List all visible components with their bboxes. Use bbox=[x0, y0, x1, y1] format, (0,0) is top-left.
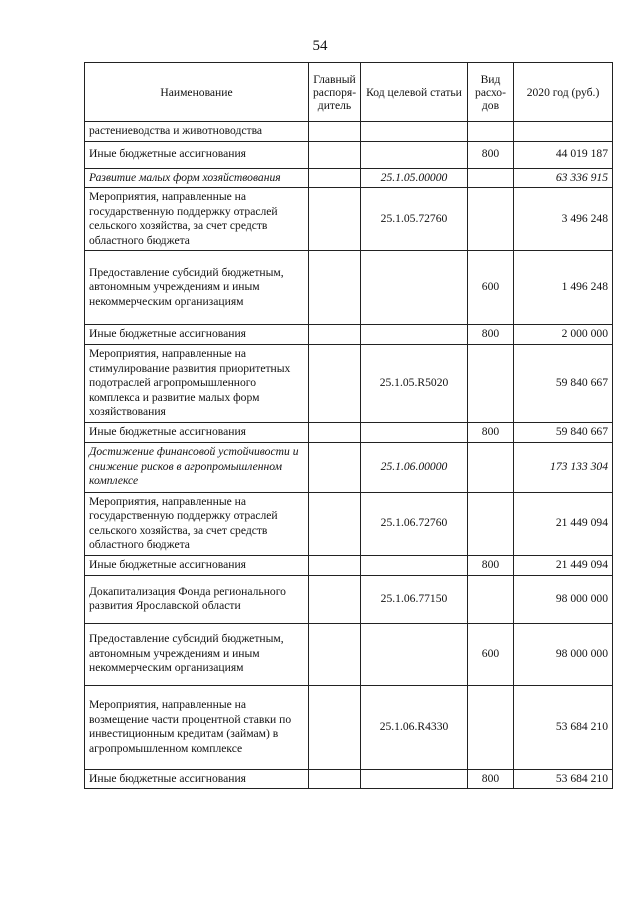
cell-type bbox=[468, 492, 514, 555]
cell-sum: 44 019 187 bbox=[514, 141, 613, 168]
cell-sum: 53 684 210 bbox=[514, 769, 613, 789]
cell-admin bbox=[309, 769, 361, 789]
cell-type: 800 bbox=[468, 141, 514, 168]
header-type: Вид расхо-дов bbox=[468, 63, 514, 122]
table-row bbox=[85, 168, 613, 188]
table-row bbox=[85, 345, 613, 423]
cell-name: Предоставление субсидий бюджетным, автономным учреждениям и иным некоммерческим организациям bbox=[85, 623, 309, 685]
table-row bbox=[85, 685, 613, 769]
header-code: Код целевой статьи bbox=[361, 63, 468, 122]
cell-sum: 3 496 248 bbox=[514, 188, 613, 251]
cell-admin bbox=[309, 122, 361, 142]
cell-name: Достижение финансовой устойчивости и снижение рисков в агропромышленном комплексе bbox=[85, 442, 309, 492]
cell-sum: 21 449 094 bbox=[514, 555, 613, 575]
cell-name: Развитие малых форм хозяйствования bbox=[85, 168, 309, 188]
budget-table bbox=[84, 62, 613, 789]
table-row bbox=[85, 422, 613, 442]
cell-sum: 21 449 094 bbox=[514, 492, 613, 555]
cell-sum: 53 684 210 bbox=[514, 685, 613, 769]
cell-name: Мероприятия, направленные на государственную поддержку отраслей сельского хозяйства, за счет средств областного бюджета bbox=[85, 188, 309, 251]
cell-sum: 59 840 667 bbox=[514, 422, 613, 442]
cell-type: 800 bbox=[468, 422, 514, 442]
cell-sum: 59 840 667 bbox=[514, 345, 613, 423]
cell-type bbox=[468, 685, 514, 769]
cell-type bbox=[468, 442, 514, 492]
cell-admin bbox=[309, 168, 361, 188]
cell-code bbox=[361, 325, 468, 345]
cell-admin bbox=[309, 188, 361, 251]
table-row bbox=[85, 122, 613, 142]
cell-code bbox=[361, 122, 468, 142]
cell-code bbox=[361, 623, 468, 685]
cell-admin bbox=[309, 345, 361, 423]
cell-name: Докапитализация Фонда регионального развития Ярославской области bbox=[85, 575, 309, 623]
cell-type bbox=[468, 168, 514, 188]
cell-code: 25.1.05.72760 bbox=[361, 188, 468, 251]
table-row bbox=[85, 492, 613, 555]
cell-type: 600 bbox=[468, 251, 514, 325]
cell-admin bbox=[309, 442, 361, 492]
page-number: 54 bbox=[312, 38, 328, 54]
cell-code: 25.1.06.R4330 bbox=[361, 685, 468, 769]
cell-admin bbox=[309, 575, 361, 623]
table-row bbox=[85, 251, 613, 325]
cell-code bbox=[361, 555, 468, 575]
cell-admin bbox=[309, 422, 361, 442]
header-sum: 2020 год (руб.) bbox=[514, 63, 613, 122]
cell-type bbox=[468, 188, 514, 251]
cell-type: 800 bbox=[468, 769, 514, 789]
cell-code bbox=[361, 251, 468, 325]
cell-admin bbox=[309, 325, 361, 345]
cell-sum: 63 336 915 bbox=[514, 168, 613, 188]
cell-sum: 173 133 304 bbox=[514, 442, 613, 492]
table-row bbox=[85, 188, 613, 251]
cell-name: Иные бюджетные ассигнования bbox=[85, 422, 309, 442]
cell-sum bbox=[514, 122, 613, 142]
cell-type: 800 bbox=[468, 325, 514, 345]
table-row bbox=[85, 575, 613, 623]
cell-sum: 98 000 000 bbox=[514, 623, 613, 685]
cell-sum: 98 000 000 bbox=[514, 575, 613, 623]
cell-code: 25.1.06.00000 bbox=[361, 442, 468, 492]
table-row bbox=[85, 141, 613, 168]
cell-type bbox=[468, 575, 514, 623]
cell-admin bbox=[309, 492, 361, 555]
cell-type: 600 bbox=[468, 623, 514, 685]
cell-name: растениеводства и животноводства bbox=[85, 122, 309, 142]
cell-code: 25.1.06.77150 bbox=[361, 575, 468, 623]
table-row bbox=[85, 555, 613, 575]
cell-admin bbox=[309, 685, 361, 769]
cell-code: 25.1.05.R5020 bbox=[361, 345, 468, 423]
table-row bbox=[85, 769, 613, 789]
cell-type bbox=[468, 122, 514, 142]
cell-name: Мероприятия, направленные на государственную поддержку отраслей сельского хозяйства, за счет средств областного бюджета bbox=[85, 492, 309, 555]
cell-sum: 2 000 000 bbox=[514, 325, 613, 345]
table-row bbox=[85, 442, 613, 492]
cell-name: Мероприятия, направленные на возмещение части процентной ставки по инвестиционным кредитам (займам) в агропромышленном комплексе bbox=[85, 685, 309, 769]
cell-admin bbox=[309, 623, 361, 685]
cell-sum: 1 496 248 bbox=[514, 251, 613, 325]
table-header-row bbox=[85, 63, 613, 122]
cell-type: 800 bbox=[468, 555, 514, 575]
cell-code bbox=[361, 769, 468, 789]
cell-code bbox=[361, 141, 468, 168]
header-admin: Главный распоря-дитель bbox=[309, 63, 361, 122]
cell-name: Иные бюджетные ассигнования bbox=[85, 769, 309, 789]
cell-type bbox=[468, 345, 514, 423]
cell-code: 25.1.05.00000 bbox=[361, 168, 468, 188]
cell-name: Мероприятия, направленные на стимулирование развития приоритетных подотраслей агропромышленного комплекса и развитие малых форм хозяйствования bbox=[85, 345, 309, 423]
cell-name: Иные бюджетные ассигнования bbox=[85, 555, 309, 575]
cell-name: Иные бюджетные ассигнования bbox=[85, 141, 309, 168]
header-name: Наименование bbox=[85, 63, 309, 122]
cell-code: 25.1.06.72760 bbox=[361, 492, 468, 555]
cell-name: Предоставление субсидий бюджетным, автономным учреждениям и иным некоммерческим организациям bbox=[85, 251, 309, 325]
cell-code bbox=[361, 422, 468, 442]
cell-name: Иные бюджетные ассигнования bbox=[85, 325, 309, 345]
cell-admin bbox=[309, 141, 361, 168]
table-row bbox=[85, 623, 613, 685]
cell-admin bbox=[309, 251, 361, 325]
cell-admin bbox=[309, 555, 361, 575]
table-row bbox=[85, 325, 613, 345]
